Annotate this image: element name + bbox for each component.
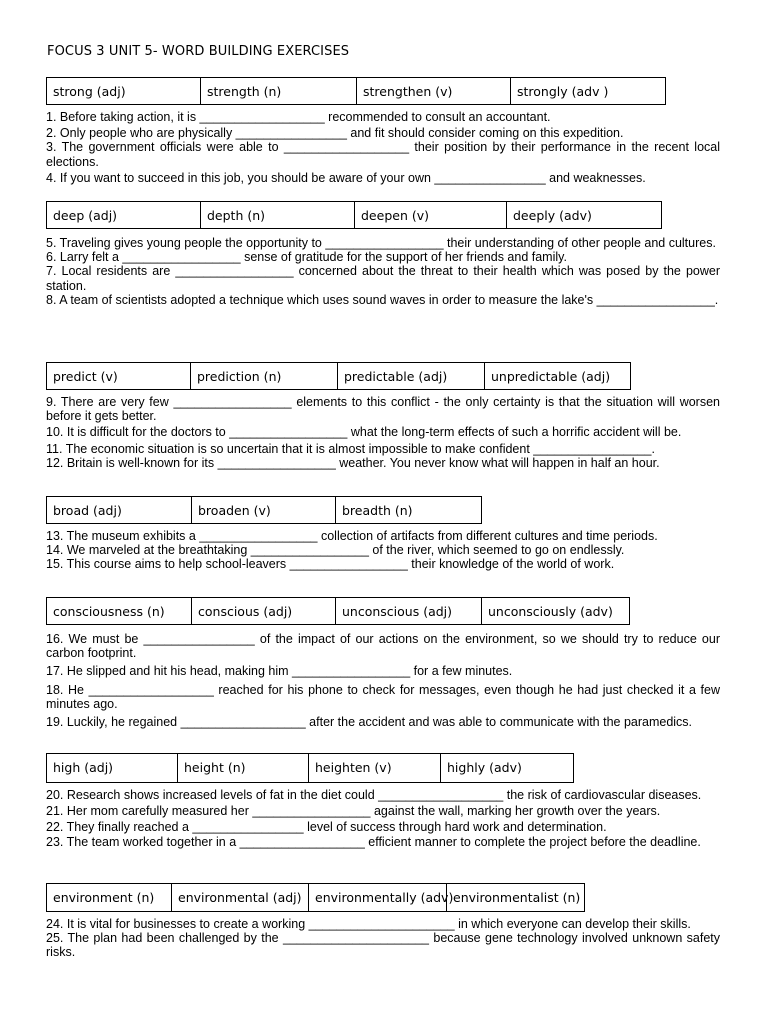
word-cell: breadth (n) <box>342 503 413 518</box>
word-cell: unpredictable (adj) <box>491 369 611 384</box>
word-table-conscious <box>46 597 630 625</box>
word-cell: strengthen (v) <box>357 78 511 104</box>
word-table-broad <box>46 496 482 524</box>
exercise-block <box>46 917 720 960</box>
word-table-high <box>46 753 574 783</box>
word-cell: strongly (adv ) <box>517 84 609 99</box>
exercise-sentence: 15. This course aims to help school-leavers _________________ their knowledge of the world of work. <box>46 557 615 572</box>
word-cell: environmentalist (n) <box>453 890 581 905</box>
word-cell: unconsciously (adv) <box>488 604 613 619</box>
word-cell: heighten (v) <box>309 754 441 782</box>
exercise-sentence: 8. A team of scientists adopted a technique which uses sound waves in order to measure the lake's _________________. <box>46 292 719 307</box>
exercise-sentence: 19. Luckily, he regained __________________ after the accident and was able to communicate with the paramedics. <box>46 715 693 730</box>
exercise-sentence: 2. Only people who are physically ________________ and fit should consider coming on this expedition. <box>46 126 624 141</box>
exercise-sentence: 5. Traveling gives young people the opportunity to _________________ their understanding of other people and cultures. <box>46 236 716 250</box>
exercise-sentence: 22. They finally reached a ________________ level of success through hard work and determination. <box>46 820 607 835</box>
exercise-block <box>46 632 720 729</box>
exercise-sentence: 1. Before taking action, it is __________________ recommended to consult an accountant. <box>46 110 551 124</box>
word-table-predict <box>46 362 631 390</box>
exercise-sentence: 10. It is difficult for the doctors to _________________ what the long-term effects of such a horrific accident will be. <box>46 425 682 440</box>
exercise-sentence: 17. He slipped and hit his head, making him _________________ for a few minutes. <box>46 664 513 679</box>
word-cell: predict (v) <box>47 363 191 389</box>
word-cell: deep (adj) <box>47 202 201 228</box>
exercise-sentence: 20. Research shows increased levels of fat in the diet could __________________ the risk of cardiovascular diseases. <box>46 788 702 802</box>
word-cell: environmental (adj) <box>172 884 309 911</box>
word-cell: prediction (n) <box>191 363 338 389</box>
word-cell: unconscious (adj) <box>336 598 482 624</box>
word-cell: high (adj) <box>47 754 178 782</box>
exercise-sentence: 25. The plan had been challenged by the _____________________ because gene technology involved unknown safety risks. <box>46 931 720 960</box>
exercise-block <box>46 395 720 470</box>
word-cell: environment (n) <box>47 884 172 911</box>
word-cell: highly (adv) <box>447 760 522 775</box>
exercise-sentence: 21. Her mom carefully measured her _________________ against the wall, marking her growth over the years. <box>46 804 661 819</box>
exercise-block <box>46 236 720 307</box>
word-cell: depth (n) <box>201 202 355 228</box>
exercise-sentence: 11. The economic situation is so uncertain that it is almost impossible to make confident _________________. <box>46 441 655 456</box>
word-cell: height (n) <box>178 754 309 782</box>
word-cell: deepen (v) <box>355 202 507 228</box>
word-cell: environmentally (adv) <box>309 884 447 911</box>
exercise-block <box>46 788 720 849</box>
exercise-block <box>46 110 720 185</box>
word-cell: conscious (adj) <box>192 598 336 624</box>
word-cell: predictable (adj) <box>338 363 485 389</box>
exercise-sentence: 4. If you want to succeed in this job, you should be aware of your own ________________ and weaknesses. <box>46 170 646 185</box>
exercise-sentence: 18. He __________________ reached for his phone to check for messages, even though he had just checked it a few minutes ago. <box>46 682 720 711</box>
word-table-deep <box>46 201 662 229</box>
exercise-sentence: 24. It is vital for businesses to create a working _____________________ in which everyone can develop their skills. <box>46 917 691 931</box>
exercise-block <box>46 529 720 572</box>
exercise-sentence: 3. The government officials were able to __________________ their position by their performance in the recent local elections. <box>46 140 720 169</box>
word-cell: strong (adj) <box>47 78 201 104</box>
exercise-sentence: 6. Larry felt a _________________ sense of gratitude for the support of her friends and family. <box>46 250 567 265</box>
exercise-sentence: 9. There are very few _________________ elements to this conflict - the only certainty is that the situation will worsen before it gets better. <box>46 395 720 424</box>
word-cell: consciousness (n) <box>47 598 192 624</box>
page-title: FOCUS 3 UNIT 5- WORD BUILDING EXERCISES <box>47 44 350 59</box>
word-table-environment <box>46 883 585 912</box>
word-cell: broad (adj) <box>47 497 192 523</box>
exercise-sentence: 12. Britain is well-known for its _________________ weather. You never know what will happen in half an hour. <box>46 455 660 470</box>
exercise-sentence: 7. Local residents are _________________ concerned about the threat to their health which was posed by the power station. <box>46 264 720 293</box>
exercise-sentence: 13. The museum exhibits a _________________ collection of artifacts from different cultures and time periods. <box>46 529 658 543</box>
word-cell: strength (n) <box>201 78 357 104</box>
word-cell: deeply (adv) <box>513 208 592 223</box>
exercise-sentence: 23. The team worked together in a __________________ efficient manner to complete the project before the deadline. <box>46 834 701 849</box>
word-cell: broaden (v) <box>192 497 336 523</box>
word-table-strong <box>46 77 666 105</box>
exercise-sentence: 16. We must be ________________ of the impact of our actions on the environment, so we should try to reduce our carbon footprint. <box>46 632 720 661</box>
exercise-sentence: 14. We marveled at the breathtaking _________________ of the river, which seemed to go on endlessly. <box>46 543 625 558</box>
